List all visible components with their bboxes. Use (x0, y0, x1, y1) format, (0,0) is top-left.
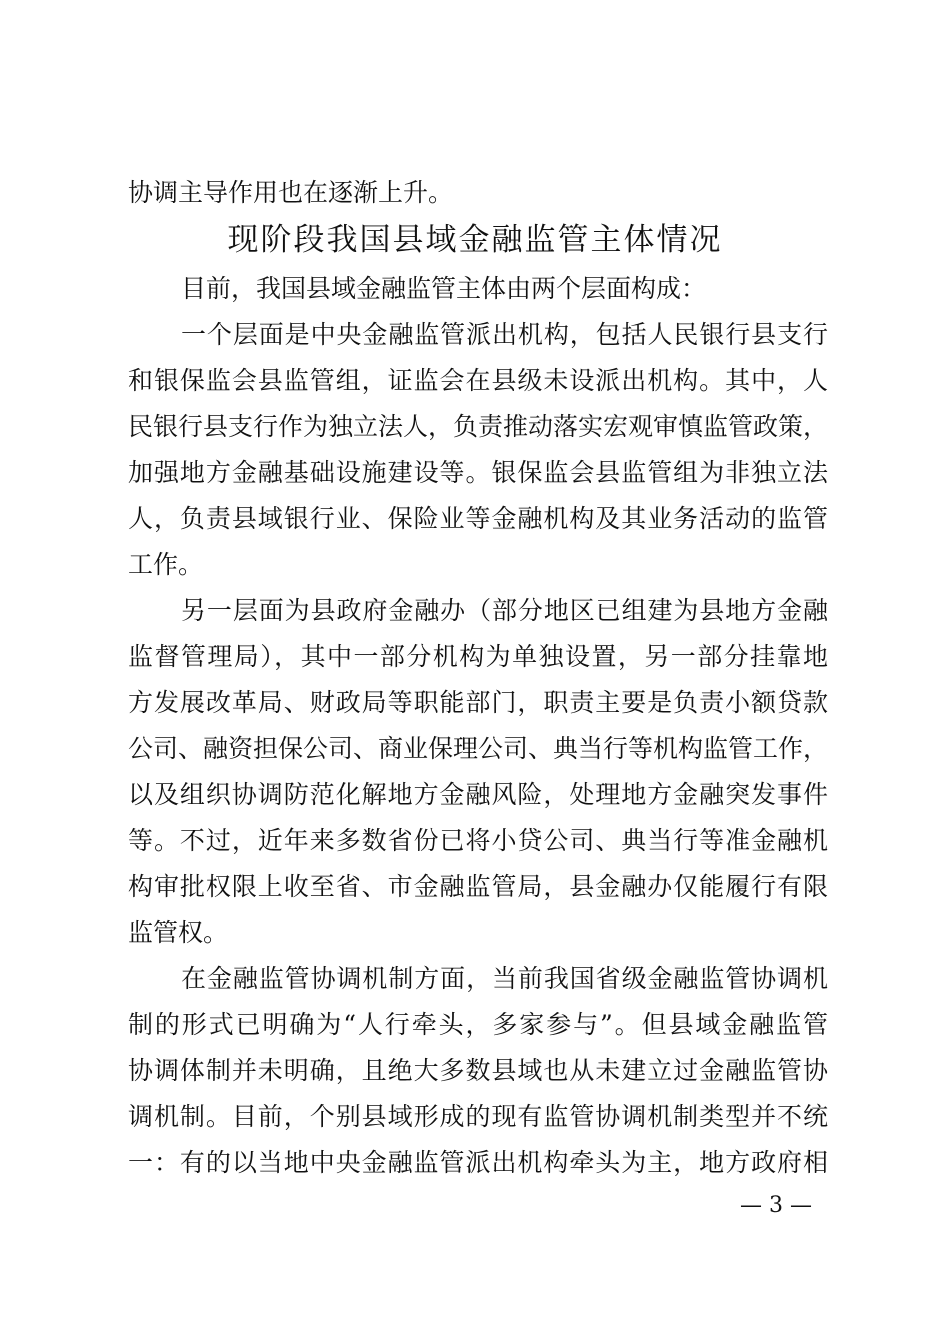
body-line: 构审批权限上收至省、市金融监管局，县金融办仅能履行有限 (128, 872, 828, 901)
section-title: 现阶段我国县域金融监管主体情况 (227, 222, 723, 258)
body-line: 加强地方金融基础设施建设等。银保监会县监管组为非独立法 (128, 458, 828, 487)
body-line: 一个层面是中央金融监管派出机构，包括人民银行县支行 (181, 320, 828, 349)
body-line: 协调主导作用也在逐渐上升。 (128, 178, 454, 207)
body-line: 人，负责县域银行业、保险业等金融机构及其业务活动的监管 (128, 504, 828, 533)
body-line: 方发展改革局、财政局等职能部门，职责主要是负责小额贷款 (128, 688, 828, 717)
body-line: 监管权。 (128, 918, 229, 947)
body-line: 工作。 (128, 550, 204, 579)
body-line: 调机制。目前，个别县域形成的现有监管协调机制类型并不统 (128, 1102, 828, 1131)
body-line: 另一层面为县政府金融办（部分地区已组建为县地方金融 (181, 596, 828, 625)
body-line: 公司、融资担保公司、商业保理公司、典当行等机构监管工作， (128, 734, 829, 763)
body-line: 协调体制并未明确，且绝大多数县域也从未建立过金融监管协 (128, 1056, 828, 1085)
body-line: 和银保监会县监管组，证监会在县级未设派出机构。其中，人 (128, 366, 828, 395)
body-line: 等。不过，近年来多数省份已将小贷公司、典当行等准金融机 (128, 826, 828, 855)
body-line: 在金融监管协调机制方面，当前我国省级金融监管协调机 (181, 964, 828, 993)
body-line: 以及组织协调防范化解地方金融风险，处理地方金融突发事件 (128, 780, 828, 809)
body-line: 民银行县支行作为独立法人，负责推动落实宏观审慎监管政策， (128, 412, 829, 441)
body-line: 监督管理局），其中一部分机构为单独设置，另一部分挂靠地 (128, 642, 828, 671)
body-line: 目前，我国县域金融监管主体由两个层面构成： (181, 274, 707, 303)
body-line: 制的形式已明确为“人行牵头，多家参与”。但县域金融监管 (128, 1010, 828, 1039)
body-line: 一：有的以当地中央金融监管派出机构牵头为主，地方政府相 (128, 1148, 828, 1177)
page-number: — 3 — (740, 1193, 812, 1218)
